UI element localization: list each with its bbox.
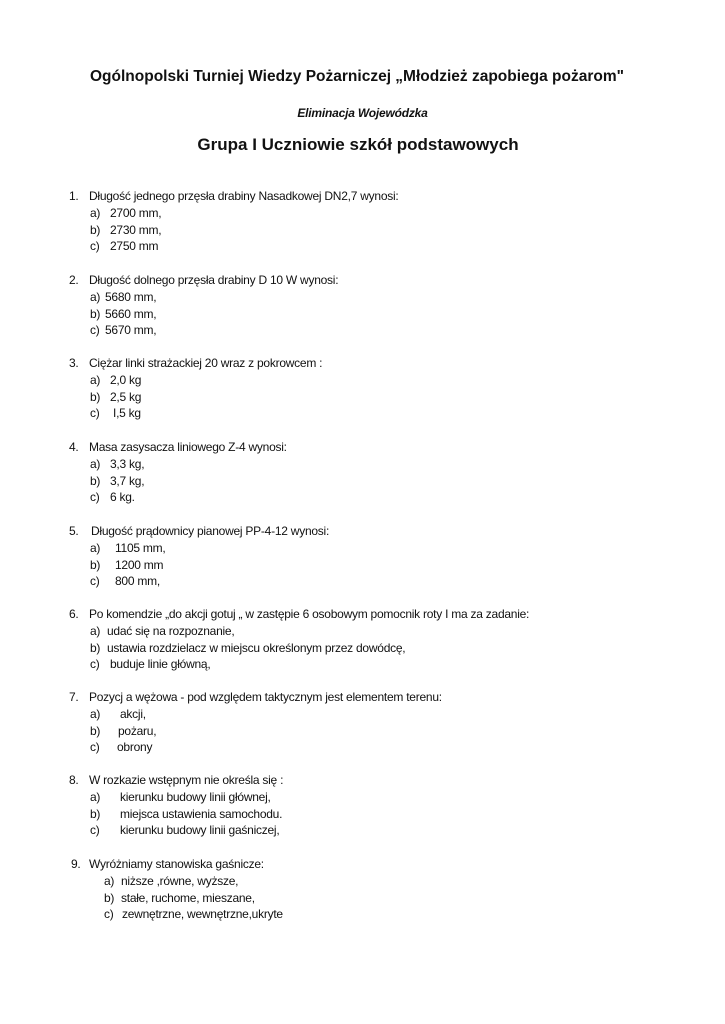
question-number: 5. — [69, 524, 79, 538]
question-text: Ciężar linki strażackiej 20 wraz z pokrowcem : — [89, 356, 323, 370]
option-b — [69, 723, 709, 740]
question-8-line — [69, 772, 709, 789]
round-subtitle: Eliminacja Wojewódzka — [297, 106, 428, 120]
option-a — [69, 623, 709, 640]
question-6-line — [69, 606, 709, 623]
option-letter: b) — [104, 890, 115, 905]
option-c — [69, 238, 709, 255]
option-text: kierunku budowy linii głównej, — [120, 789, 271, 804]
option-letter: b) — [90, 389, 101, 404]
group-title: Grupa I Uczniowie szkół podstawowych — [197, 135, 519, 154]
option-text: kierunku budowy linii gaśniczej, — [120, 823, 280, 838]
option-letter: a) — [90, 623, 101, 638]
option-a — [69, 205, 709, 222]
option-c — [69, 322, 709, 339]
option-letter: a) — [104, 873, 115, 888]
question-7 — [69, 689, 709, 756]
question-text: Wyróżniamy stanowiska gaśnicze: — [89, 857, 264, 871]
option-c — [69, 822, 709, 839]
option-letter: b) — [90, 473, 101, 488]
question-number: 1. — [69, 189, 79, 203]
option-text: 800 mm, — [115, 574, 160, 589]
option-b — [69, 389, 709, 406]
option-text: udać się na rozpoznanie, — [107, 623, 235, 638]
option-text: stałe, ruchome, mieszane, — [121, 890, 255, 905]
option-text: 1105 mm, — [115, 540, 166, 555]
option-letter: c) — [90, 823, 100, 838]
question-9-line — [71, 856, 711, 873]
option-text: 2,0 kg — [110, 372, 142, 387]
option-letter: a) — [90, 789, 101, 804]
option-letter: c) — [90, 490, 100, 505]
question-4-line — [69, 439, 709, 456]
question-number: 9. — [71, 857, 81, 871]
option-a — [69, 289, 709, 306]
option-b — [69, 806, 709, 823]
option-letter: a) — [90, 205, 101, 220]
question-7-line — [69, 689, 709, 706]
option-text: ustawia rozdzielacz w miejscu określonym przez dowódcę, — [107, 640, 406, 655]
option-text: 2730 mm, — [110, 222, 162, 237]
option-c — [69, 739, 709, 756]
option-letter: c) — [90, 657, 100, 672]
option-a — [69, 540, 709, 557]
option-letter: c) — [90, 239, 100, 254]
option-letter: c) — [90, 323, 100, 338]
option-text: zewnętrzne, wewnętrzne,ukryte — [122, 907, 283, 922]
option-letter: a) — [90, 289, 101, 304]
competition-title: Ogólnopolski Turniej Wiedzy Pożarniczej „Młodzież zapobiega pożarom" — [90, 68, 624, 85]
option-text: pożaru, — [118, 723, 157, 738]
option-letter: a) — [90, 706, 101, 721]
option-text: I,5 kg — [113, 406, 141, 421]
option-b — [69, 222, 709, 239]
option-letter: b) — [90, 723, 101, 738]
option-text: 2750 mm — [110, 239, 159, 254]
question-4 — [69, 439, 709, 506]
option-c — [71, 906, 711, 923]
option-letter: b) — [90, 557, 101, 572]
option-text: 3,7 kg, — [110, 473, 145, 488]
option-b — [69, 473, 709, 490]
question-6 — [69, 606, 709, 673]
option-letter: c) — [104, 907, 114, 922]
option-text: akcji, — [120, 706, 146, 721]
option-text: buduje linie główną, — [110, 657, 211, 672]
question-text: Po komendzie „do akcji gotuj „ w zastępie 6 osobowym pomocnik roty I ma za zadanie: — [89, 607, 530, 621]
question-number: 6. — [69, 607, 79, 621]
question-text: Pozycj a wężowa - pod względem taktycznym jest elementem terenu: — [89, 690, 442, 704]
question-3-line — [69, 355, 709, 372]
option-letter: a) — [90, 372, 101, 387]
question-1-line — [69, 188, 709, 205]
question-5 — [69, 523, 709, 590]
option-letter: b) — [90, 306, 101, 321]
option-letter: b) — [90, 640, 101, 655]
option-b — [69, 557, 709, 574]
option-letter: b) — [90, 806, 101, 821]
option-c — [69, 489, 709, 506]
option-letter: a) — [90, 456, 101, 471]
option-c — [69, 656, 709, 673]
option-text: 5680 mm, — [105, 289, 157, 304]
option-text: 5670 mm, — [105, 323, 157, 338]
option-letter: c) — [90, 574, 100, 589]
question-2 — [69, 272, 709, 339]
option-text: 5660 mm, — [105, 306, 157, 321]
option-text: 6 kg. — [110, 490, 135, 505]
option-b — [69, 640, 709, 657]
option-a — [69, 706, 709, 723]
question-text: Długość prądownicy pianowej PP-4-12 wynosi: — [91, 524, 330, 538]
option-letter: c) — [90, 406, 100, 421]
option-text: niższe ,równe, wyższe, — [121, 873, 239, 888]
question-number: 4. — [69, 440, 79, 454]
question-text: W rozkazie wstępnym nie określa się : — [89, 773, 284, 787]
option-a — [71, 873, 711, 890]
question-8 — [69, 772, 709, 839]
option-c — [69, 405, 709, 422]
option-text: miejsca ustawienia samochodu. — [120, 806, 283, 821]
question-3 — [69, 355, 709, 422]
question-2-line — [69, 272, 709, 289]
question-1 — [69, 188, 709, 255]
option-a — [69, 456, 709, 473]
option-letter: c) — [90, 740, 100, 755]
question-text: Długość dolnego przęsła drabiny D 10 W wynosi: — [89, 273, 339, 287]
option-letter: b) — [90, 222, 101, 237]
option-letter: a) — [90, 540, 101, 555]
option-text: 2700 mm, — [110, 205, 162, 220]
option-c — [69, 573, 709, 590]
question-number: 8. — [69, 773, 79, 787]
question-9 — [71, 856, 711, 923]
question-number: 7. — [69, 690, 79, 704]
question-text: Masa zasysacza liniowego Z-4 wynosi: — [89, 440, 287, 454]
option-a — [69, 789, 709, 806]
question-text: Długość jednego przęsła drabiny Nasadkowej DN2,7 wynosi: — [89, 189, 399, 203]
option-a — [69, 372, 709, 389]
option-text: obrony — [117, 740, 153, 755]
option-text: 2,5 kg — [110, 389, 142, 404]
question-5-line — [69, 523, 709, 540]
option-b — [69, 306, 709, 323]
option-text: 3,3 kg, — [110, 456, 145, 471]
option-b — [71, 890, 711, 907]
question-number: 2. — [69, 273, 79, 287]
question-number: 3. — [69, 356, 79, 370]
option-text: 1200 mm — [115, 557, 164, 572]
